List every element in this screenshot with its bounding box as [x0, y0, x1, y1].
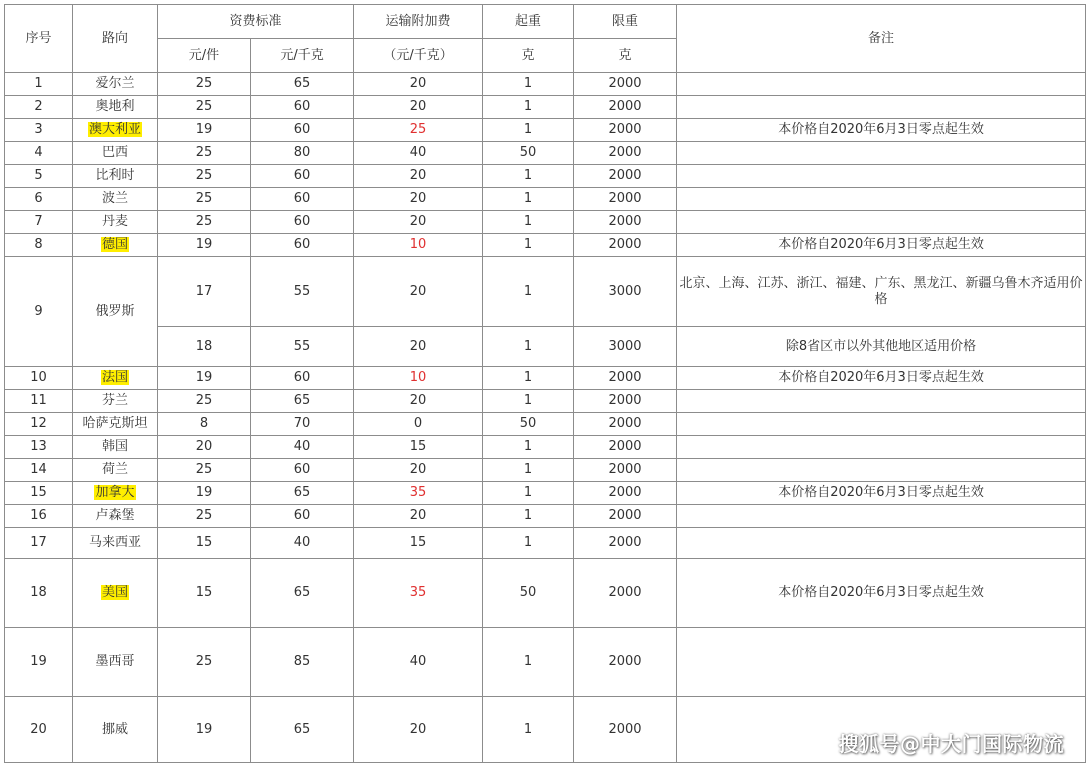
row-note: 本价格自2020年6月3日零点起生效	[677, 234, 1086, 257]
row-note	[677, 142, 1086, 165]
row-surcharge: 20	[354, 257, 483, 327]
row-note	[677, 211, 1086, 234]
row-min: 1	[483, 73, 574, 96]
row-max: 3000	[574, 327, 677, 367]
row-note	[677, 528, 1086, 559]
header-surcharge: 运输附加费	[354, 5, 483, 39]
row-max: 2000	[574, 436, 677, 459]
route-highlight: 法国	[101, 370, 128, 385]
row-per-kg: 65	[251, 482, 354, 505]
row-per-item: 15	[158, 528, 251, 559]
table-row	[5, 327, 1086, 367]
row-route: 巴西	[73, 142, 158, 165]
row-per-item: 18	[158, 327, 251, 367]
row-per-item: 25	[158, 165, 251, 188]
row-route	[73, 119, 158, 142]
row-per-item: 19	[158, 234, 251, 257]
row-per-kg: 60	[251, 119, 354, 142]
row-per-kg: 55	[251, 257, 354, 327]
row-surcharge: 20	[354, 390, 483, 413]
row-per-kg: 60	[251, 96, 354, 119]
table-row	[5, 505, 1086, 528]
rate-table	[4, 4, 1086, 763]
header-max-weight: 限重	[574, 5, 677, 39]
header-route: 路向	[73, 5, 158, 73]
row-per-item: 8	[158, 413, 251, 436]
row-note	[677, 505, 1086, 528]
row-min: 1	[483, 211, 574, 234]
table-row	[5, 482, 1086, 505]
row-per-item: 25	[158, 505, 251, 528]
row-route: 俄罗斯	[73, 257, 158, 367]
row-per-item: 19	[158, 367, 251, 390]
table-row	[5, 367, 1086, 390]
row-per-kg: 40	[251, 528, 354, 559]
table-row	[5, 390, 1086, 413]
row-per-kg: 60	[251, 165, 354, 188]
row-min: 1	[483, 165, 574, 188]
row-note: 本价格自2020年6月3日零点起生效	[677, 367, 1086, 390]
row-note: 本价格自2020年6月3日零点起生效	[677, 559, 1086, 628]
row-surcharge: 20	[354, 73, 483, 96]
row-surcharge: 0	[354, 413, 483, 436]
header-min-weight-unit: 克	[483, 39, 574, 73]
row-per-item: 25	[158, 142, 251, 165]
row-surcharge: 35	[354, 482, 483, 505]
row-per-kg: 60	[251, 234, 354, 257]
row-surcharge: 20	[354, 505, 483, 528]
row-index: 5	[5, 165, 73, 188]
row-min: 1	[483, 482, 574, 505]
row-route: 比利时	[73, 165, 158, 188]
row-surcharge: 20	[354, 211, 483, 234]
row-surcharge: 10	[354, 234, 483, 257]
row-min: 1	[483, 697, 574, 763]
row-per-item: 25	[158, 73, 251, 96]
row-note: 本价格自2020年6月3日零点起生效	[677, 482, 1086, 505]
row-surcharge: 20	[354, 188, 483, 211]
row-max: 2000	[574, 413, 677, 436]
row-min: 1	[483, 367, 574, 390]
header-max-weight-unit: 克	[574, 39, 677, 73]
header-remark: 备注	[677, 5, 1086, 73]
row-per-kg: 60	[251, 459, 354, 482]
row-max: 2000	[574, 390, 677, 413]
row-index: 8	[5, 234, 73, 257]
row-route: 荷兰	[73, 459, 158, 482]
row-index: 14	[5, 459, 73, 482]
row-route: 卢森堡	[73, 505, 158, 528]
table-row	[5, 257, 1086, 327]
row-per-kg: 60	[251, 505, 354, 528]
row-per-item: 17	[158, 257, 251, 327]
row-route: 丹麦	[73, 211, 158, 234]
table-row	[5, 165, 1086, 188]
row-min: 1	[483, 436, 574, 459]
row-min: 1	[483, 257, 574, 327]
row-index: 17	[5, 528, 73, 559]
row-index: 20	[5, 697, 73, 763]
row-index: 12	[5, 413, 73, 436]
row-min: 1	[483, 528, 574, 559]
row-per-kg: 60	[251, 367, 354, 390]
row-min: 1	[483, 234, 574, 257]
row-note: 本价格自2020年6月3日零点起生效	[677, 119, 1086, 142]
row-index: 18	[5, 559, 73, 628]
table-row	[5, 234, 1086, 257]
row-per-item: 19	[158, 482, 251, 505]
row-route: 奥地利	[73, 96, 158, 119]
row-max: 2000	[574, 559, 677, 628]
row-route: 韩国	[73, 436, 158, 459]
row-min: 1	[483, 505, 574, 528]
row-surcharge: 25	[354, 119, 483, 142]
row-per-kg: 80	[251, 142, 354, 165]
row-max: 2000	[574, 96, 677, 119]
header-surcharge-unit: （元/千克）	[354, 39, 483, 73]
table-row	[5, 436, 1086, 459]
row-surcharge: 20	[354, 96, 483, 119]
row-per-item: 25	[158, 211, 251, 234]
row-surcharge: 15	[354, 436, 483, 459]
row-max: 2000	[574, 188, 677, 211]
row-note	[677, 73, 1086, 96]
row-route	[73, 367, 158, 390]
row-max: 2000	[574, 482, 677, 505]
table-row	[5, 96, 1086, 119]
row-surcharge: 40	[354, 628, 483, 697]
row-route	[73, 234, 158, 257]
row-route: 墨西哥	[73, 628, 158, 697]
row-max: 2000	[574, 367, 677, 390]
row-min: 50	[483, 142, 574, 165]
row-min: 1	[483, 628, 574, 697]
table-row	[5, 528, 1086, 559]
row-per-kg: 65	[251, 697, 354, 763]
row-per-item: 15	[158, 559, 251, 628]
row-max: 2000	[574, 119, 677, 142]
row-index: 11	[5, 390, 73, 413]
row-surcharge: 35	[354, 559, 483, 628]
row-note	[677, 188, 1086, 211]
row-index: 10	[5, 367, 73, 390]
row-route: 芬兰	[73, 390, 158, 413]
route-highlight: 加拿大	[95, 485, 135, 500]
row-index: 4	[5, 142, 73, 165]
row-per-kg: 60	[251, 188, 354, 211]
row-note: 北京、上海、江苏、浙江、福建、广东、黑龙江、新疆乌鲁木齐适用价格	[677, 257, 1086, 327]
row-per-kg: 65	[251, 559, 354, 628]
row-surcharge: 40	[354, 142, 483, 165]
row-max: 3000	[574, 257, 677, 327]
row-max: 2000	[574, 697, 677, 763]
table-row	[5, 459, 1086, 482]
row-per-kg: 65	[251, 390, 354, 413]
table-row	[5, 628, 1086, 697]
row-note	[677, 459, 1086, 482]
row-surcharge: 15	[354, 528, 483, 559]
row-route: 挪威	[73, 697, 158, 763]
row-note	[677, 390, 1086, 413]
header-per-kg: 元/千克	[251, 39, 354, 73]
row-per-item: 20	[158, 436, 251, 459]
row-per-kg: 40	[251, 436, 354, 459]
row-note	[677, 96, 1086, 119]
row-per-kg: 70	[251, 413, 354, 436]
row-max: 2000	[574, 165, 677, 188]
row-per-item: 25	[158, 96, 251, 119]
row-route: 哈萨克斯坦	[73, 413, 158, 436]
row-per-item: 25	[158, 188, 251, 211]
row-per-item: 25	[158, 459, 251, 482]
row-index: 6	[5, 188, 73, 211]
row-min: 1	[483, 96, 574, 119]
row-max: 2000	[574, 628, 677, 697]
table-row	[5, 211, 1086, 234]
row-max: 2000	[574, 528, 677, 559]
row-index: 16	[5, 505, 73, 528]
row-max: 2000	[574, 505, 677, 528]
row-max: 2000	[574, 73, 677, 96]
row-max: 2000	[574, 459, 677, 482]
row-min: 50	[483, 559, 574, 628]
row-per-item: 19	[158, 119, 251, 142]
row-min: 1	[483, 327, 574, 367]
row-index: 3	[5, 119, 73, 142]
row-index: 13	[5, 436, 73, 459]
row-index: 1	[5, 73, 73, 96]
table-row	[5, 413, 1086, 436]
row-surcharge: 10	[354, 367, 483, 390]
row-note	[677, 413, 1086, 436]
row-surcharge: 20	[354, 697, 483, 763]
row-index: 15	[5, 482, 73, 505]
route-highlight: 德国	[101, 237, 128, 252]
table-row	[5, 73, 1086, 96]
row-route: 马来西亚	[73, 528, 158, 559]
rate-table-body	[5, 73, 1086, 763]
row-per-item: 19	[158, 697, 251, 763]
row-note	[677, 628, 1086, 697]
row-index: 2	[5, 96, 73, 119]
row-note	[677, 165, 1086, 188]
header-per-item: 元/件	[158, 39, 251, 73]
row-surcharge: 20	[354, 165, 483, 188]
row-route	[73, 559, 158, 628]
row-index: 19	[5, 628, 73, 697]
header-index: 序号	[5, 5, 73, 73]
row-min: 1	[483, 119, 574, 142]
row-max: 2000	[574, 142, 677, 165]
table-row	[5, 119, 1086, 142]
header-min-weight: 起重	[483, 5, 574, 39]
table-row	[5, 188, 1086, 211]
table-row	[5, 559, 1086, 628]
row-index: 9	[5, 257, 73, 367]
row-per-kg: 55	[251, 327, 354, 367]
row-per-kg: 60	[251, 211, 354, 234]
row-per-item: 25	[158, 628, 251, 697]
table-row	[5, 142, 1086, 165]
row-per-kg: 85	[251, 628, 354, 697]
row-index: 7	[5, 211, 73, 234]
row-max: 2000	[574, 234, 677, 257]
row-min: 1	[483, 459, 574, 482]
row-min: 1	[483, 188, 574, 211]
row-per-kg: 65	[251, 73, 354, 96]
row-surcharge: 20	[354, 459, 483, 482]
row-note: 除8省区市以外其他地区适用价格	[677, 327, 1086, 367]
row-route: 波兰	[73, 188, 158, 211]
row-note	[677, 436, 1086, 459]
row-min: 50	[483, 413, 574, 436]
row-max: 2000	[574, 211, 677, 234]
row-route	[73, 482, 158, 505]
route-highlight: 澳大利亚	[88, 122, 141, 137]
watermark: 搜狐号@中大门国际物流	[838, 732, 1064, 756]
header-fee-standard: 资费标准	[158, 5, 354, 39]
row-surcharge: 20	[354, 327, 483, 367]
row-per-item: 25	[158, 390, 251, 413]
route-highlight: 美国	[101, 585, 128, 600]
row-route: 爱尔兰	[73, 73, 158, 96]
row-min: 1	[483, 390, 574, 413]
